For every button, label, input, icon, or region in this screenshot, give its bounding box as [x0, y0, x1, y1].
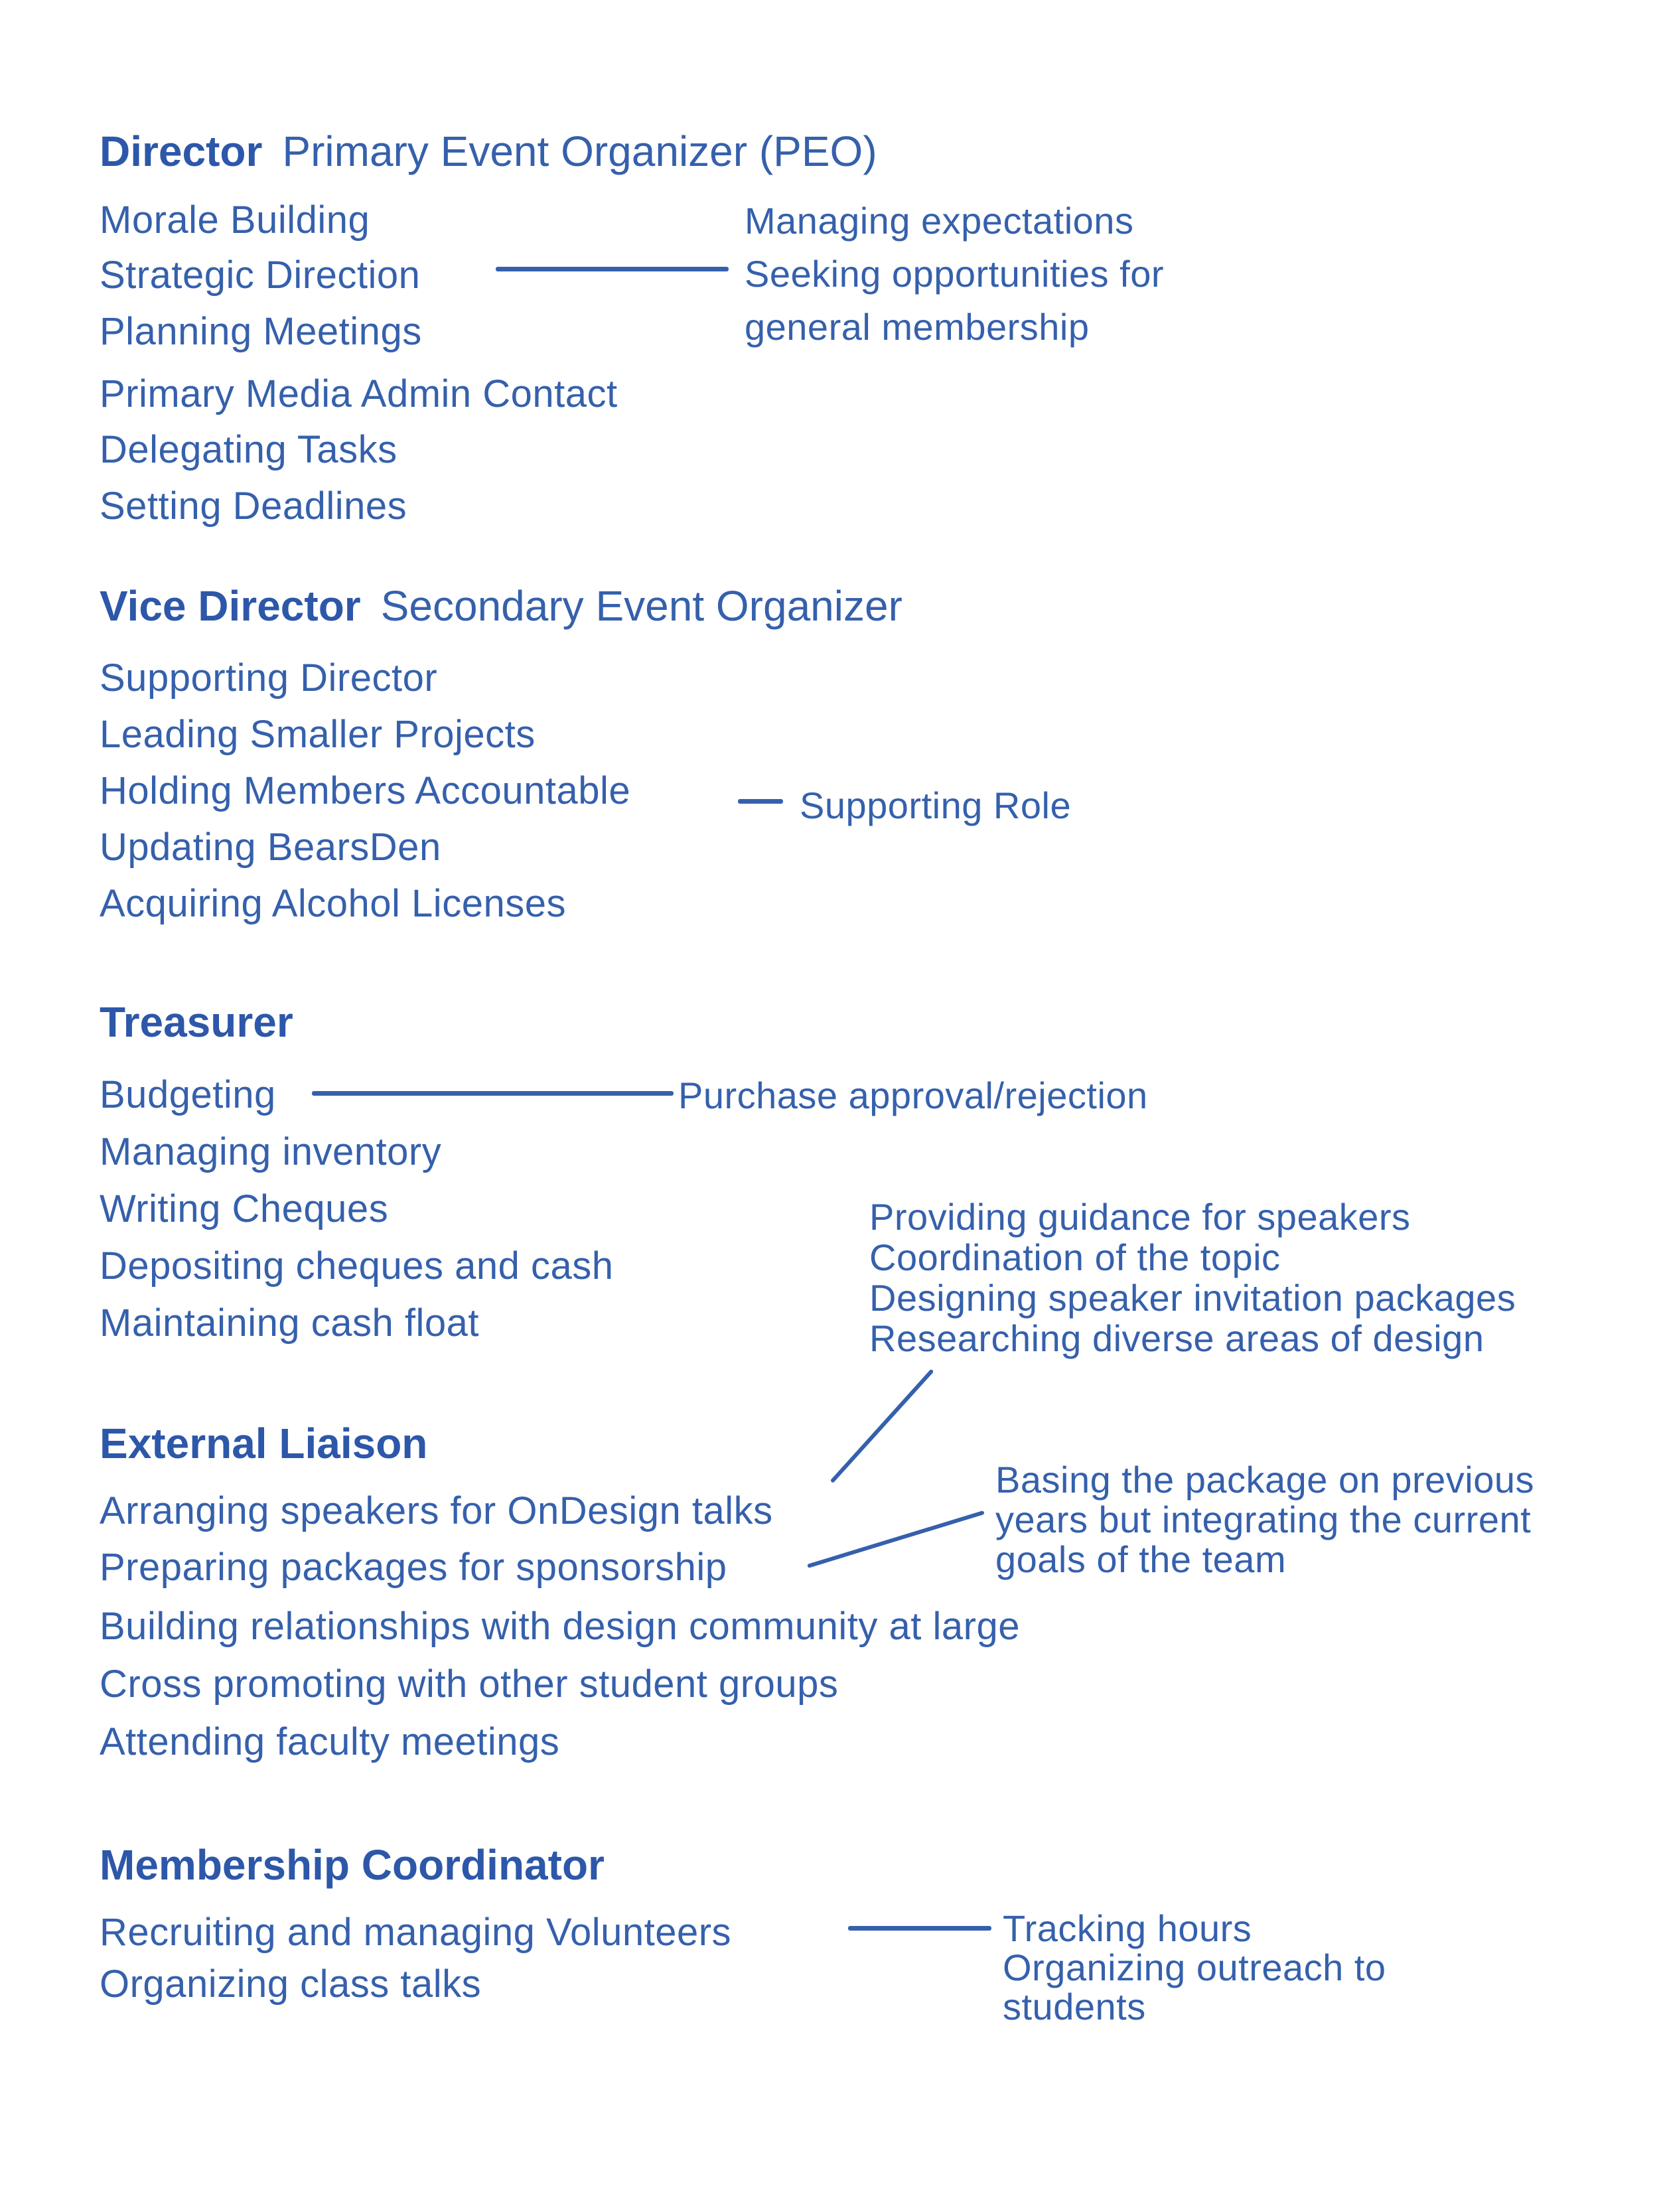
list-item: Delegating Tasks	[100, 428, 397, 471]
list-item: Organizing class talks	[100, 1962, 482, 2006]
annotation-line: Seeking opportunities for	[745, 253, 1164, 295]
section-title-external-liaison: External Liaison	[100, 1420, 428, 1467]
list-item: Planning Meetings	[100, 310, 422, 353]
list-item: Acquiring Alcohol Licenses	[100, 882, 566, 925]
list-item: Primary Media Admin Contact	[100, 372, 618, 415]
list-item: Building relationships with design community at large	[100, 1605, 1020, 1648]
section-header-treasurer	[100, 998, 293, 1046]
annotation-line: Purchase approval/rejection	[678, 1074, 1148, 1116]
section-title-treasurer: Treasurer	[100, 998, 293, 1046]
list-item: Setting Deadlines	[100, 484, 407, 528]
annotation	[869, 1197, 1516, 1359]
list-item: Maintaining cash float	[100, 1301, 479, 1345]
annotation-line: years but integrating the current	[995, 1499, 1532, 1540]
section-title-director: Director	[100, 127, 263, 175]
list-item: Depositing cheques and cash	[100, 1244, 614, 1288]
list-item: Managing inventory	[100, 1130, 442, 1173]
section-subtitle-director: Primary Event Organizer (PEO)	[282, 127, 877, 175]
list-item: Arranging speakers for OnDesign talks	[100, 1489, 773, 1532]
annotation-line: Researching diverse areas of design	[869, 1317, 1484, 1359]
annotation-line: Tracking hours	[1003, 1907, 1252, 1949]
list-item: Budgeting	[100, 1073, 276, 1116]
list-item: Holding Members Accountable	[100, 769, 631, 812]
section-title-membership-coordinator: Membership Coordinator	[100, 1841, 605, 1889]
annotation-line: Coordination of the topic	[869, 1236, 1281, 1278]
section-header-external-liaison	[100, 1422, 427, 1465]
connector-diagonal	[830, 1369, 934, 1483]
list-item: Writing Cheques	[100, 1187, 389, 1230]
annotation-line: general membership	[745, 306, 1090, 348]
annotation-line: Providing guidance for speakers	[869, 1196, 1411, 1238]
connector-line	[312, 1091, 674, 1096]
list-item: Attending faculty meetings	[100, 1720, 560, 1763]
section-subtitle-vice-director: Secondary Event Organizer	[380, 582, 902, 630]
annotation-line: goals of the team	[995, 1538, 1287, 1580]
connector-line	[848, 1926, 991, 1931]
list-item: Recruiting and managing Volunteers	[100, 1911, 732, 1954]
list-item: Cross promoting with other student groups	[100, 1662, 839, 1706]
list-item: Leading Smaller Projects	[100, 713, 536, 756]
section-header-membership-coordinator	[100, 1841, 605, 1889]
annotation-line: students	[1003, 1986, 1146, 2028]
annotation-line: Basing the package on previous	[995, 1459, 1534, 1501]
annotation	[745, 194, 1164, 354]
annotation	[1003, 1909, 1386, 2026]
section-title-vice-director: Vice Director	[100, 582, 361, 630]
list-item: Morale Building	[100, 198, 370, 242]
annotation	[678, 1074, 1148, 1117]
section-header-vice-director	[100, 582, 902, 630]
list-item: Supporting Director	[100, 656, 438, 700]
annotation-line: Designing speaker invitation packages	[869, 1277, 1516, 1319]
annotation-line: Organizing outreach to	[1003, 1947, 1386, 1988]
list-item: Updating BearsDen	[100, 826, 441, 869]
list-item: Preparing packages for sponsorship	[100, 1546, 727, 1589]
connector-dash	[738, 799, 783, 804]
connector-line	[496, 267, 729, 271]
connector-diagonal	[807, 1511, 985, 1568]
annotation	[800, 784, 1071, 827]
section-header-director	[100, 127, 877, 175]
list-item: Strategic Direction	[100, 254, 421, 297]
annotation	[995, 1460, 1534, 1580]
annotation-line: Supporting Role	[800, 784, 1072, 826]
annotation-line: Managing expectations	[745, 200, 1134, 242]
